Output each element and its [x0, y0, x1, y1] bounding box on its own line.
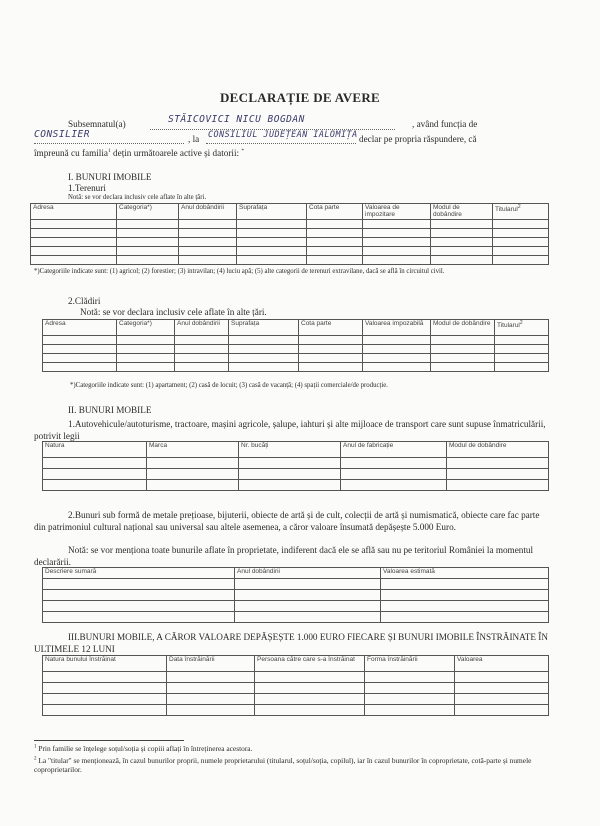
- terenuri-col-cota: Cota parte: [307, 204, 363, 220]
- instr-col-valoarea: Valoarea: [455, 656, 549, 672]
- bunuri-mobile-item1: 1.Autovehicule/autoturisme, tractoare, mașini agricole, șalupe, iahturi și alte mijloace de transport care sunt supuse înmatriculării, potrivit legii: [34, 419, 546, 442]
- terenuri-col-anul: Anul dobândirii: [179, 204, 237, 220]
- intro-subsemnatul-label: Subsemnatul(a): [68, 119, 126, 129]
- footnote-separator: [34, 740, 184, 741]
- cladiri-col-modul: Modul de dobândire: [431, 320, 495, 336]
- auto-col-modul: Modul de dobândire: [447, 442, 549, 458]
- cladiri-note: Notă: se vor declara inclusiv cele aflate în alte țări.: [80, 307, 267, 317]
- auto-col-marca: Marca: [147, 442, 239, 458]
- terenuri-note: Notă: se vor declara inclusiv cele aflate în alte țări.: [68, 194, 207, 201]
- cladiri-col-titular: Titularul$^2$: [495, 320, 549, 336]
- cladiri-col-adresa: Adresa: [43, 320, 117, 336]
- intro-la: , la: [188, 134, 200, 144]
- auto-col-anul: Anul de fabricație: [341, 442, 447, 458]
- instr-col-forma: Forma înstrăinării: [365, 656, 455, 672]
- terenuri-footnote: *)Categoriile indicate sunt: (1) agricol; (2) forestier; (3) intravilan; (4) luciu apă; (5) alte categorii de terenuri extravilane, dacă se află în circuitul civil.: [34, 268, 445, 275]
- bunuri-mobile-item2: 2.Bunuri sub formă de metale prețioase, bijuterii, obiecte de artă și de cult, colecții de artă și numismatică, obiecte care fac parte din patrimoniul cultural național sau universal sau altele asemenea, a căror valoare însumată depășește 5.000 Euro.: [34, 510, 540, 533]
- metale-col-descriere: Descriere sumară: [43, 568, 235, 579]
- instr-col-natura: Natura bunului înstrăinat: [43, 656, 167, 672]
- terenuri-col-titular: Titularul$^2$: [493, 204, 549, 220]
- terenuri-table: [30, 203, 549, 265]
- functia-handwritten: CONSILIER: [34, 129, 90, 140]
- footnote-2: $^2$ La "titular" se menționează, în cazul bunurilor proprii, numele proprietarului (titularul, soțul/soția, copilul), iar în cazul bunurilor în coproprietate, cotă-parte și numele coproprietarilor.: [34, 756, 532, 775]
- auto-col-nr-bucati: Nr. bucăți: [239, 442, 341, 458]
- intro-familia: împreună cu familia$^1$ dețin următoarele active și datorii: *: [34, 148, 245, 159]
- terenuri-col-valoarea: Valoarea de impozitare: [363, 204, 431, 220]
- functia-field[interactable]: [34, 128, 184, 144]
- instr-col-data: Data înstrăinării: [167, 656, 255, 672]
- cladiri-heading: 2.Clădiri: [68, 296, 101, 306]
- metale-col-anul: Anul dobândirii: [235, 568, 381, 579]
- terenuri-col-modul: Modul de dobândire: [431, 204, 493, 220]
- cladiri-col-categoria: Categoria*): [117, 320, 175, 336]
- footnote-1: $^1$ Prin familie se înțelege soțul/soția și copiii aflați în întreținerea acestora.: [34, 744, 253, 753]
- institutie-field[interactable]: [206, 128, 356, 144]
- cladiri-table: [42, 319, 549, 372]
- instr-col-persoana: Persoana către care s-a înstrăinat: [255, 656, 365, 672]
- cladiri-footnote: *)Categoriile indicate sunt: (1) apartament; (2) casă de locuit; (3) casă de vacanță; (4) spații comerciale/de producție.: [70, 382, 388, 389]
- metale-pretioase-table: [42, 567, 549, 623]
- autovehicule-table: [42, 441, 549, 491]
- auto-col-natura: Natura: [43, 442, 147, 458]
- institutie-handwritten: CONSILIUL JUDEȚEAN IALOMIȚA: [208, 129, 358, 139]
- section-2-heading: II. BUNURI MOBILE: [68, 405, 152, 415]
- cladiri-col-cota: Cota parte: [299, 320, 363, 336]
- section-1-heading: I. BUNURI IMOBILE: [68, 172, 152, 182]
- document-title: DECLARAȚIE DE AVERE: [219, 90, 381, 105]
- terenuri-heading: 1.Terenuri: [68, 183, 106, 193]
- terenuri-col-categoria: Categoria*): [117, 204, 179, 220]
- name-handwritten: STĂICOVICI NICU BOGDAN: [168, 114, 305, 125]
- cladiri-col-anul: Anul dobândirii: [175, 320, 229, 336]
- intro-declar: declar pe propria răspundere, că: [359, 134, 477, 144]
- bunuri-mobile-note2: Notă: se vor menționa toate bunurile aflate în proprietate, indiferent dacă ele se află sau nu pe teritoriul României la momentul declarării.: [34, 545, 534, 568]
- intro-avand-functia: , având funcția de: [412, 119, 478, 129]
- terenuri-col-suprafata: Suprafața: [237, 204, 307, 220]
- instrainate-table: [42, 655, 549, 716]
- metale-col-valoarea: Valoarea estimată: [381, 568, 549, 579]
- cladiri-col-valoarea: Valoarea impozabilă: [363, 320, 431, 336]
- cladiri-col-suprafata: Suprafața: [229, 320, 299, 336]
- terenuri-col-adresa: Adresa: [31, 204, 117, 220]
- section-3-heading: III.BUNURI MOBILE, A CĂROR VALOARE DEPĂȘEȘTE 1.000 EURO FIECARE ȘI BUNURI IMOBILE ÎNSTRĂINATE ÎN ULTIMELE 12 LUNI: [34, 632, 548, 655]
